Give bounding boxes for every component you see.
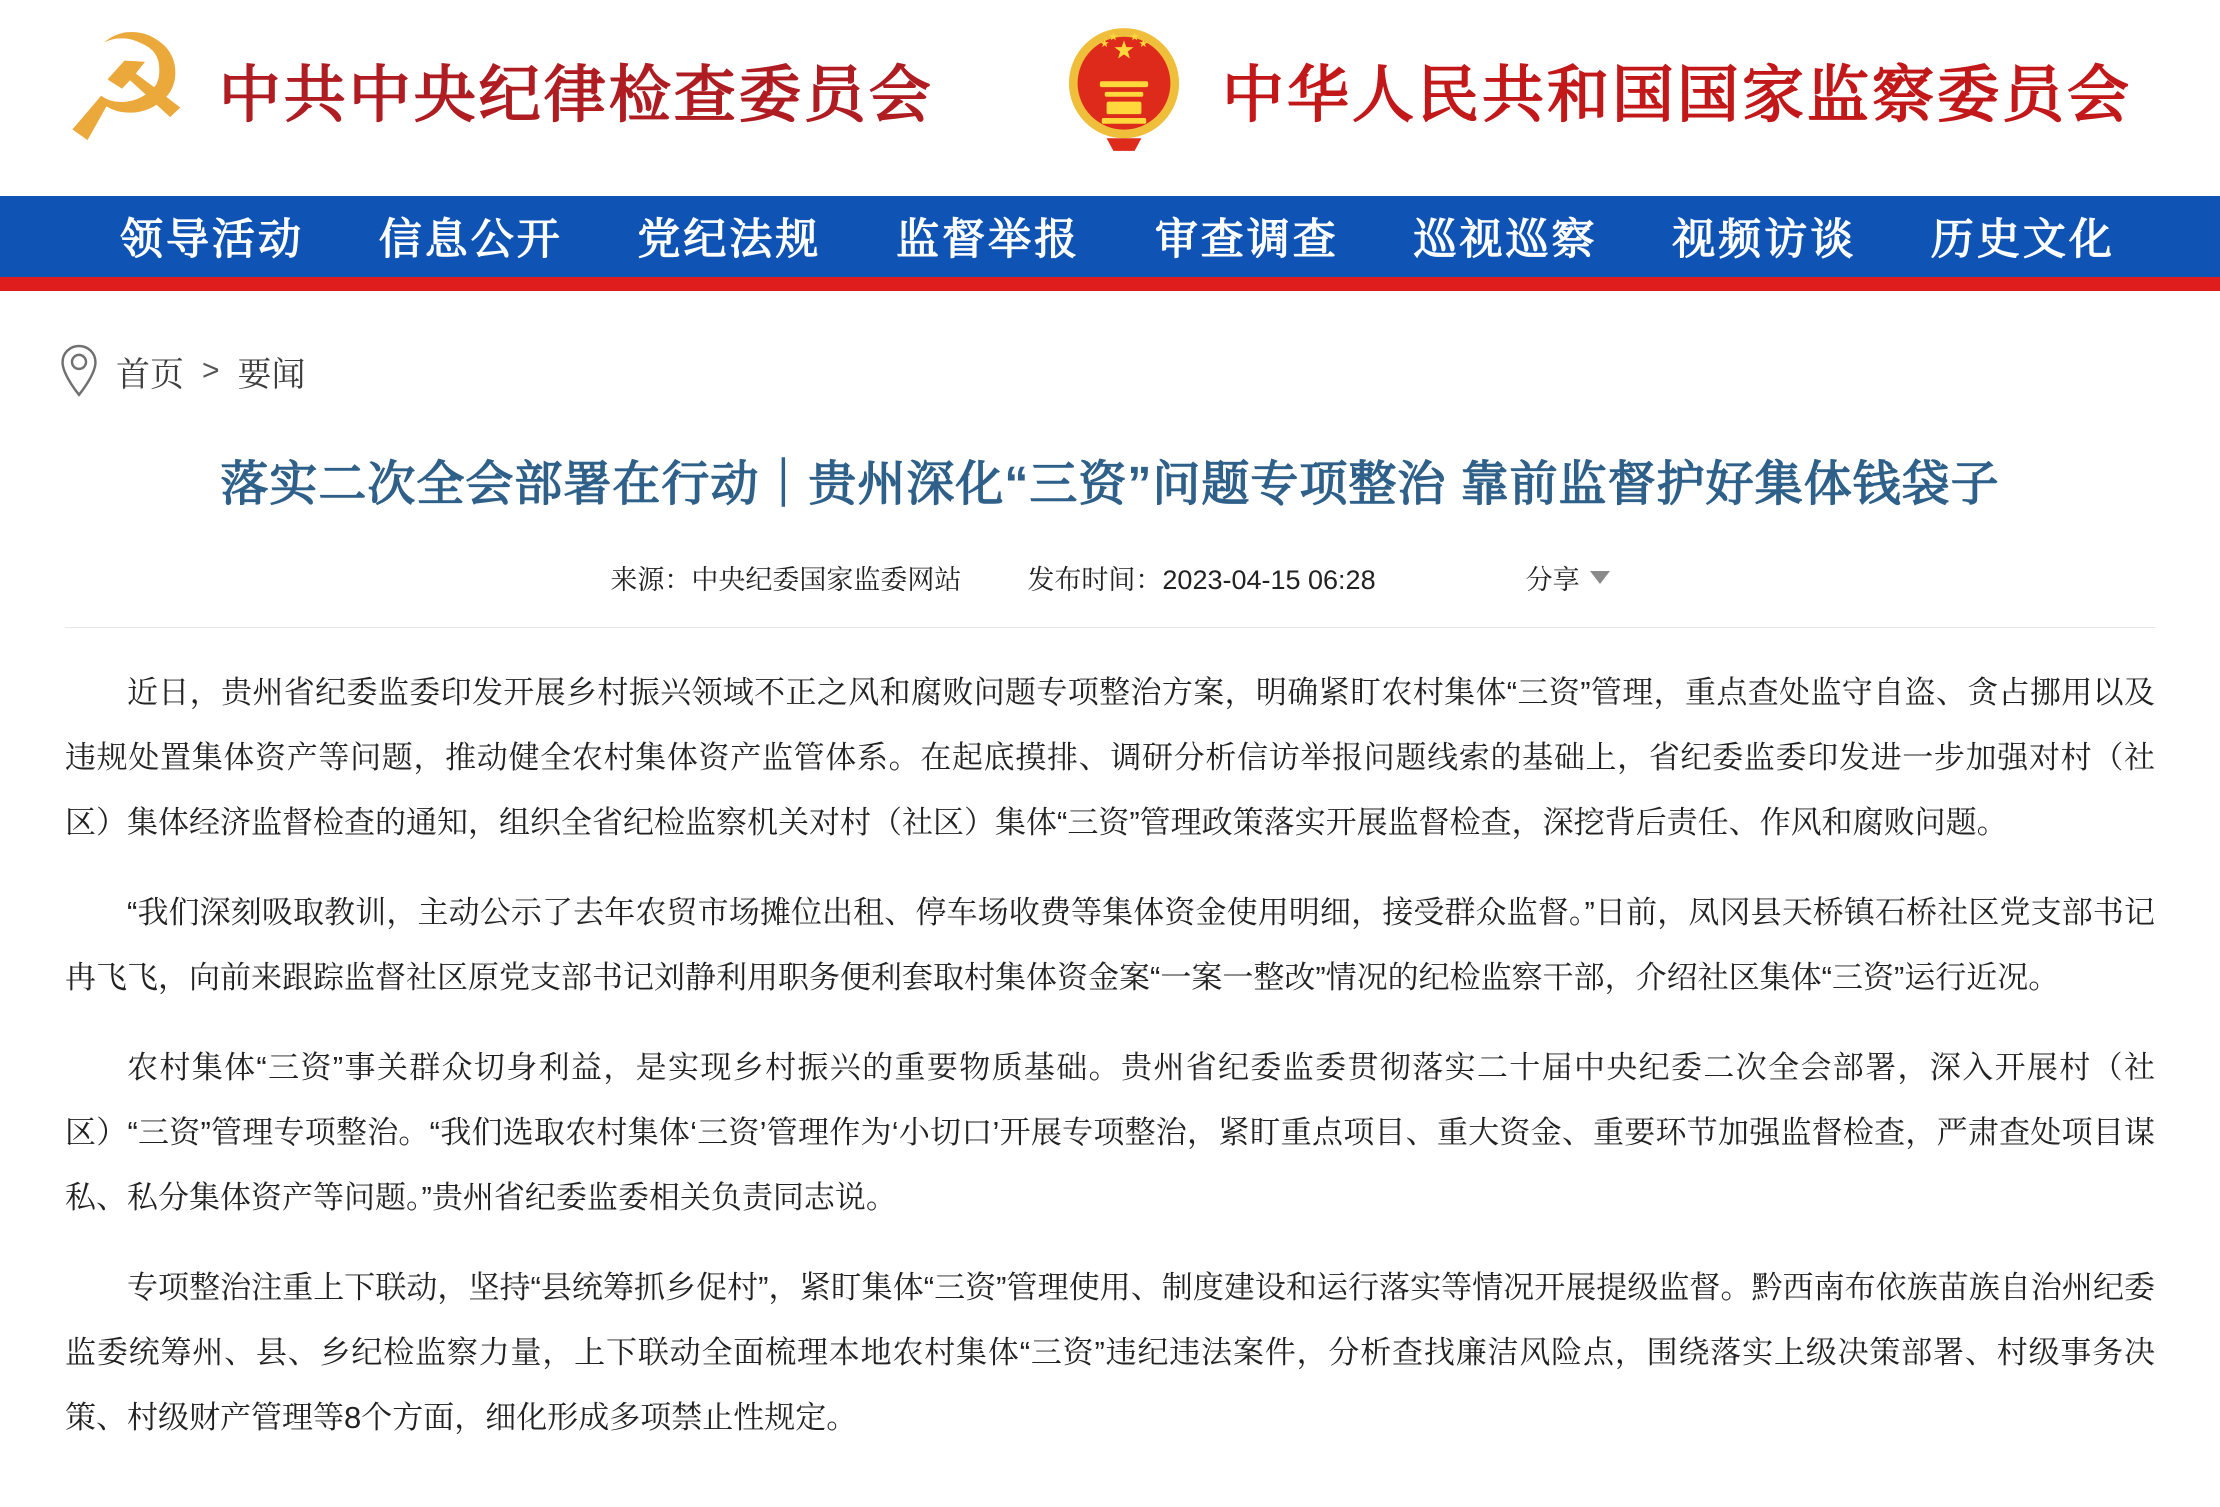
article-title: 落实二次全会部署在行动｜贵州深化“三资”问题专项整治 靠前监督护好集体钱袋子 [220, 458, 2000, 511]
main-nav [0, 196, 2220, 277]
nav-item-history-culture[interactable]: 历史文化 [1930, 216, 2115, 264]
location-pin-icon [58, 341, 100, 401]
publish-value: 2023-04-15 06:28 [1162, 565, 1376, 595]
ccdi-logo-title: 中共中央纪律检查委员会 [218, 60, 934, 130]
article-meta [65, 558, 2155, 628]
national-emblem-icon [1066, 24, 1182, 154]
nsc-logo-title: 中华人民共和国国家监察委员会 [1221, 60, 2132, 130]
breadcrumb-separator: > [202, 354, 220, 387]
article-paragraph: 专项整治注重上下联动，坚持“县统筹抓乡促村”，紧盯集体“三资”管理使用、制度建设和运行落实等情况开展提级监督。黔西南布依族苗族自治州纪委监委统筹州、县、乡纪检监察力量，上下联动全面梳理本地农村集体“三资”违纪违法案件，分析查找廉洁风险点，围绕落实上级决策部署、村级事务决策、村级财产管理等8个方面，细化形成多项禁止性规定。 [65, 1270, 2155, 1435]
nav-red-strip [0, 277, 2220, 291]
article-source [610, 558, 961, 597]
nav-item-inspection[interactable]: 巡视巡察 [1413, 216, 1598, 264]
nav-item-investigation[interactable]: 审查调查 [1154, 216, 1339, 264]
article-paragraph: 近日，贵州省纪委监委印发开展乡村振兴领域不正之风和腐败问题专项整治方案，明确紧盯农村集体“三资”管理，重点查处监守自盗、贪占挪用以及违规处置集体资产等问题，推动健全农村集体资产监管体系。在起底摸排、调研分析信访举报问题线索的基础上，省纪委监委印发进一步加强对村（社区）集体经济监督检查的通知，组织全省纪检监察机关对村（社区）集体“三资”管理政策落实开展监督检查，深挖背后责任、作风和腐败问题。 [65, 675, 2155, 840]
nav-item-video-interview[interactable]: 视频访谈 [1672, 216, 1857, 264]
article-body [0, 628, 2220, 1450]
chevron-down-icon [1590, 571, 1610, 584]
share-button[interactable] [1526, 558, 1610, 597]
nav-item-report[interactable]: 监督举报 [896, 216, 1081, 264]
nav-item-leader-activities[interactable]: 领导活动 [120, 216, 304, 264]
article-paragraph: 农村集体“三资”事关群众切身利益，是实现乡村振兴的重要物质基础。贵州省纪委监委贯彻落实二十届中央纪委二次全会部署，深入开展村（社区）“三资”管理专项整治。“我们选取农村集体‘三资’管理作为‘小切口’开展专项整治，紧盯重点项目、重大资金、重要环节加强监督检查，严肃查处项目谋私、私分集体资产等问题。”贵州省纪委监委相关负责同志说。 [65, 1050, 2155, 1215]
ccdi-logo[interactable] [60, 3, 934, 175]
article-paragraph: “我们深刻吸取教训，主动公示了去年农贸市场摊位出租、停车场收费等集体资金使用明细，接受群众监督。”日前，凤冈县天桥镇石桥社区党支部书记冉飞飞，向前来跟踪监督社区原党支部书记刘静利用职务便利套取村集体资金案“一案一整改”情况的纪检监察干部，介绍社区集体“三资”运行近况。 [65, 895, 2155, 995]
share-label: 分享 [1525, 565, 1580, 595]
site-header [0, 0, 2220, 196]
party-emblem-icon: ☭ [60, 3, 193, 175]
nav-item-party-rules[interactable]: 党纪法规 [637, 216, 822, 264]
breadcrumb-current-link[interactable]: 要闻 [237, 355, 306, 394]
source-label: 来源： [610, 565, 692, 595]
publish-label: 发布时间： [1027, 565, 1163, 595]
breadcrumb-home-link[interactable]: 首页 [116, 355, 184, 394]
nsc-logo[interactable] [1066, 24, 2132, 154]
article-publish-time [1027, 558, 1375, 597]
source-value: 中央纪委国家监委网站 [691, 565, 962, 595]
nav-item-info-disclosure[interactable]: 信息公开 [378, 216, 563, 264]
breadcrumb [58, 341, 2220, 401]
